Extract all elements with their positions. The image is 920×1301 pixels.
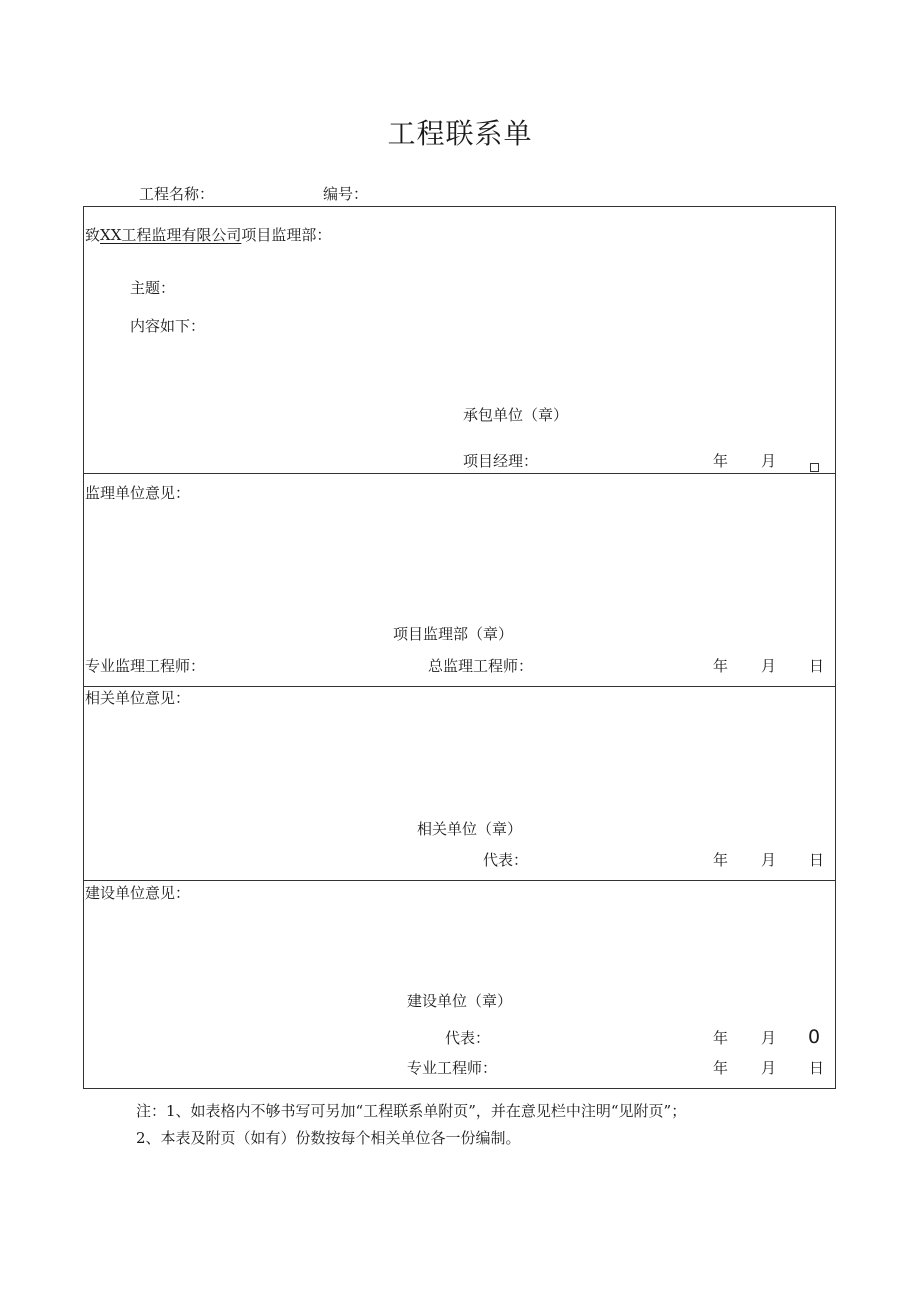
year-label: 年 xyxy=(713,1059,729,1077)
number-label: 编号： xyxy=(323,185,369,203)
related-unit-seal-label: 相关单位（章） xyxy=(417,820,523,838)
note-line-2: 2、本表及附页（如有）份数按每个相关单位各一份编制。 xyxy=(136,1129,521,1147)
chief-engineer-label: 总监理工程师： xyxy=(428,657,534,675)
day-label: 日 xyxy=(809,851,825,869)
addressee-line xyxy=(85,228,331,243)
supervision-opinion-heading: 监理单位意见： xyxy=(85,484,191,502)
addressee-prefix: 致 xyxy=(85,226,101,244)
day-value: 0 xyxy=(808,1026,821,1048)
note-line-1: 注：1、如表格内不够书写可另加“工程联系单附页”，并在意见栏中注明“见附页”； xyxy=(136,1102,687,1120)
month-label: 月 xyxy=(761,657,777,675)
section-divider xyxy=(83,880,836,881)
day-label: 日 xyxy=(809,1059,825,1077)
year-label: 年 xyxy=(713,657,729,675)
specialist-engineer-label: 专业监理工程师： xyxy=(85,657,206,675)
month-label: 月 xyxy=(761,851,777,869)
month-label: 月 xyxy=(761,1029,777,1047)
section-divider xyxy=(83,686,836,687)
project-manager-label: 项目经理： xyxy=(463,452,539,470)
owner-opinion-heading: 建设单位意见： xyxy=(85,884,191,902)
form-table xyxy=(83,206,836,1089)
supervision-dept-seal-label: 项目监理部（章） xyxy=(393,625,514,643)
year-label: 年 xyxy=(713,1029,729,1047)
empty-box-icon xyxy=(810,459,819,475)
professional-engineer-label: 专业工程师： xyxy=(407,1059,498,1077)
content-label: 内容如下： xyxy=(130,317,206,335)
contractor-seal-label: 承包单位（章） xyxy=(463,406,569,424)
representative-label: 代表： xyxy=(483,851,529,869)
related-opinion-heading: 相关单位意见： xyxy=(85,689,191,707)
project-name-label: 工程名称： xyxy=(139,185,215,203)
year-label: 年 xyxy=(713,452,729,470)
day-label: 日 xyxy=(809,657,825,675)
subject-label: 主题： xyxy=(130,279,176,297)
addressee-company: XX工程监理有限公司 xyxy=(100,226,242,244)
year-label: 年 xyxy=(713,851,729,869)
addressee-suffix: 项目监理部： xyxy=(241,226,332,244)
section-divider xyxy=(83,473,836,474)
representative-label: 代表： xyxy=(445,1029,491,1047)
month-label: 月 xyxy=(761,1059,777,1077)
page-title: 工程联系单 xyxy=(387,117,533,150)
owner-unit-seal-label: 建设单位（章） xyxy=(407,992,513,1010)
month-label: 月 xyxy=(761,452,777,470)
